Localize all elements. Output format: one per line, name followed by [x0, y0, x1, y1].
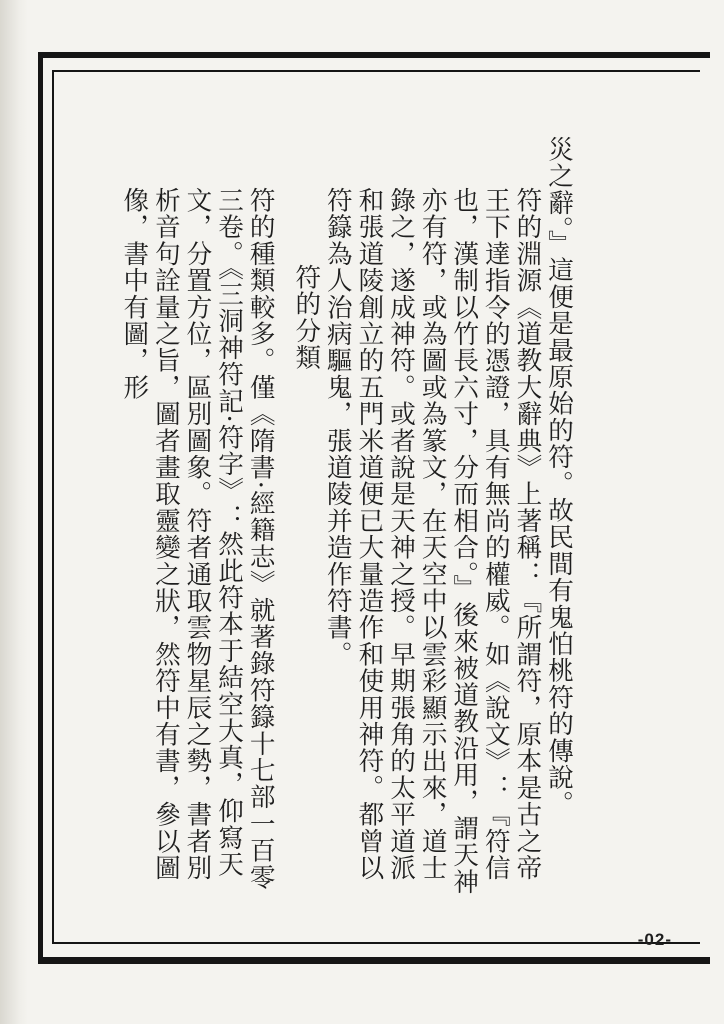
vertical-text-body	[112, 136, 574, 896]
section-heading: 符的分類	[291, 264, 322, 371]
paragraph: 符的淵源《道教大辭典》上著稱：『所謂符，原本是古之帝王下達指令的憑證，具有無尚的權威。如《說文》：『符信也，漢制以竹長六寸，分而相合。』後來被道教沿用，謂天神亦有符，或為圖或為篆文，在天空中以雲彩顯示出來，道士錄之，遂成神符。或者說是天神之授。早期張角的太平道派和張道陵創立的五門米道便已大量造作和使用神符。都曾以符籙為人治病驅鬼，張道陵并造作符書。	[322, 187, 543, 896]
page-spine-shadow	[0, 0, 28, 1024]
paragraph: 災之辭。』這便是最原始的符。故民間有鬼怕桃符的傳說。	[544, 136, 574, 818]
paragraph: 符的種類較多。僅《隋書·經籍志》就著錄符籙十七部一百零三卷。《三洞神符記·符字》：然此符本于結空大真，仰寫天文，分置方位，區別圖象。符者通取雲物星辰之勢，書者別析音句詮量之旨，圖者畫取靈變之狀，然符中有書，參以圖像，書中有圖，形	[119, 187, 276, 891]
page-number: -02-	[637, 930, 672, 949]
